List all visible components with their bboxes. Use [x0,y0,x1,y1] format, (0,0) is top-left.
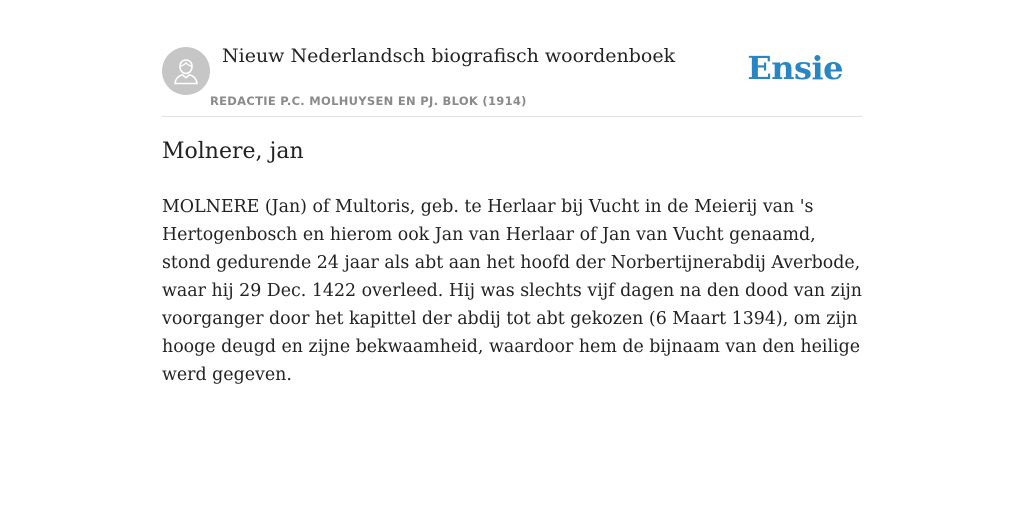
editors-line: REDACTIE P.C. MOLHUYSEN EN PJ. BLOK (1914) [210,94,527,108]
book-title[interactable]: Nieuw Nederlandsch biografisch woordenboek [222,45,676,67]
avatar[interactable] [162,47,210,95]
entry-title: Molnere, jan [162,139,304,164]
ensie-logo[interactable]: Ensie [747,49,843,87]
entry-body: MOLNERE (Jan) of Multoris, geb. te Herlaar bij Vucht in de Meierij van 's Hertogenbosch en hierom ook Jan van Herlaar of Jan van Vucht genaamd, stond gedurende 24 jaar als abt aan het hoofd der Norbertijnerabdij Averbode, waar hij 29 Dec. 1422 overleed. Hij was slechts vijf dagen na den dood van zijn voorganger door het kapittel der abdij tot abt gekozen (6 Maart 1394), om zijn hooge deugd en zijne bekwaamheid, waardoor hem de bijnaam van den heilige werd gegeven. [162,197,862,385]
header [162,0,862,117]
content-container [162,0,862,385]
user-silhouette-icon [173,57,199,85]
